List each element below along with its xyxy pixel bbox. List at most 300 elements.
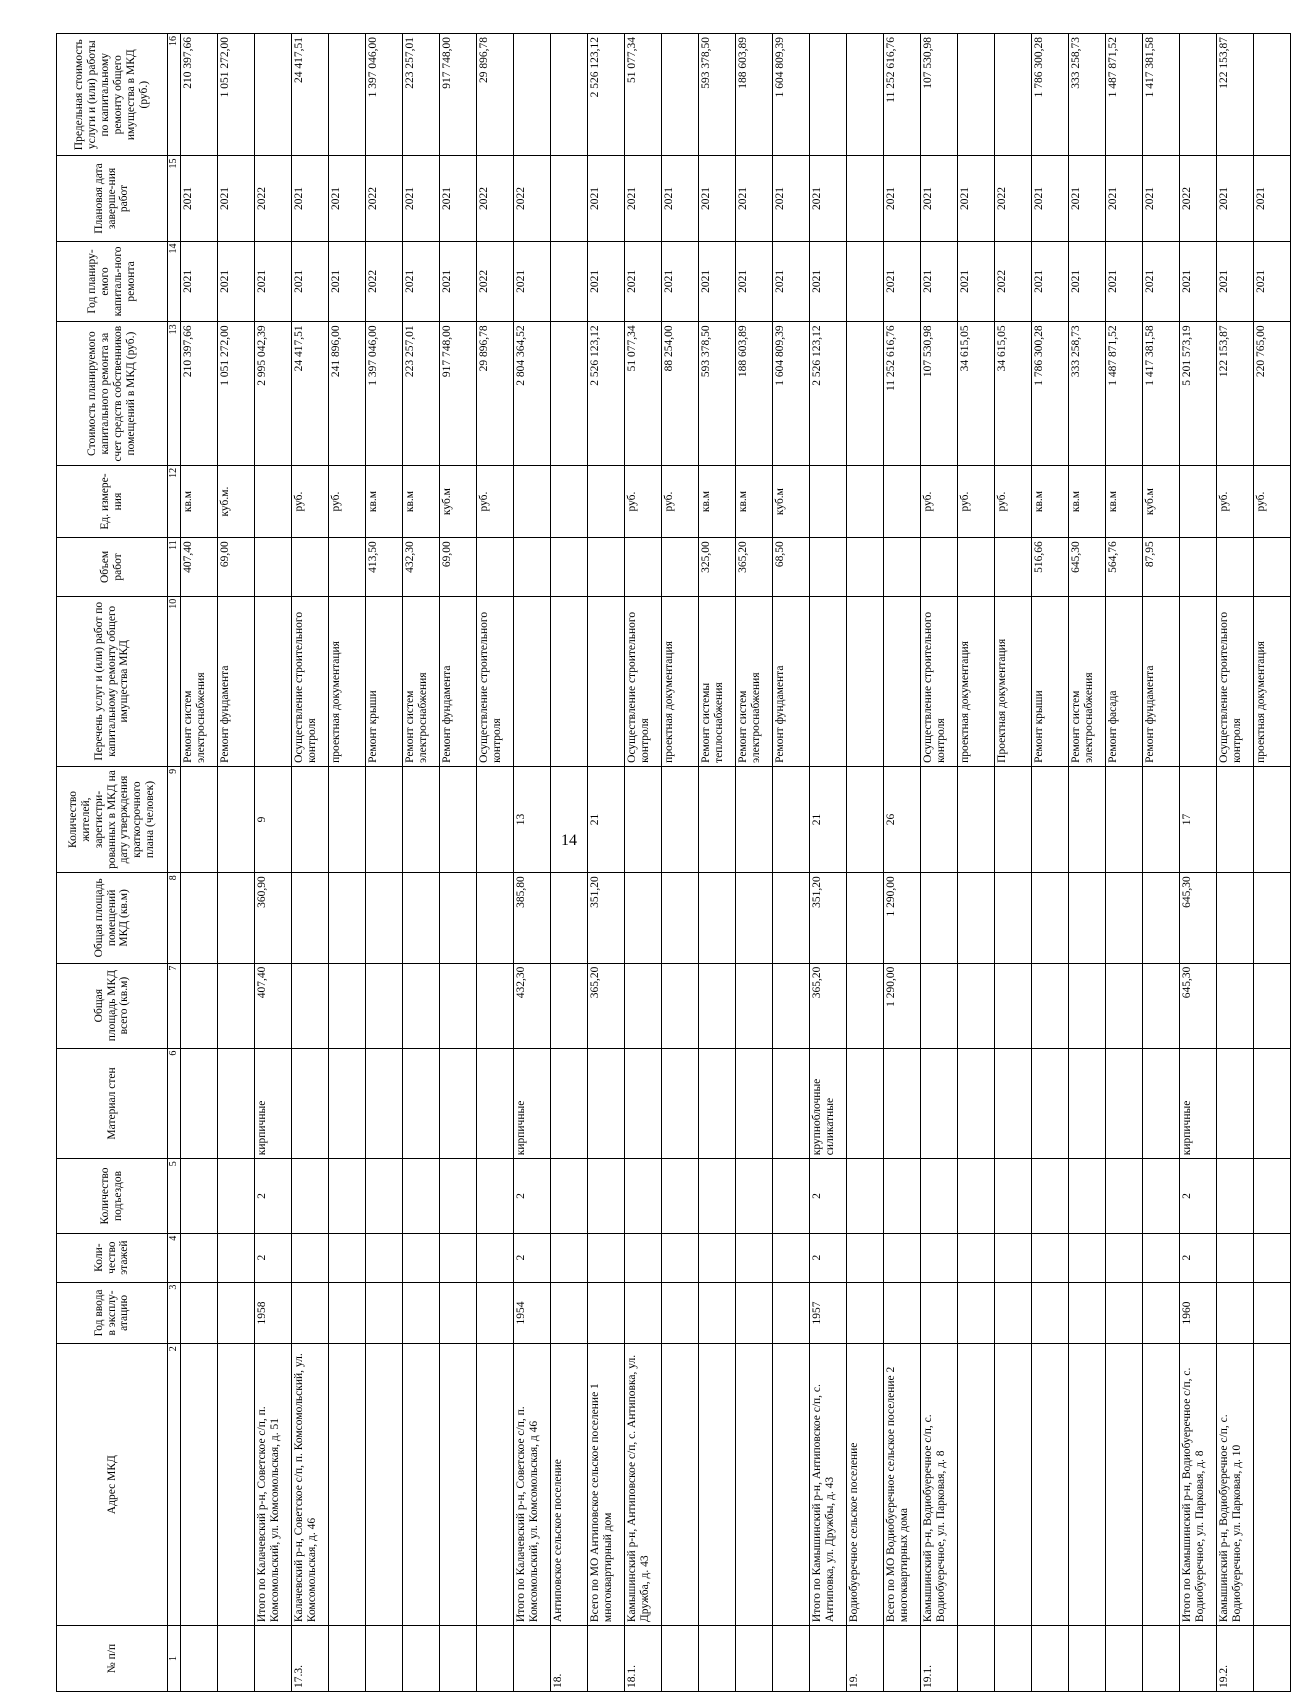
table-cell [921,1048,958,1159]
table-cell: Осуществление строительного контроля [921,596,958,766]
table-cell: 2 [810,1159,847,1233]
table-cell [218,1233,255,1282]
table-cell [995,1048,1032,1159]
table-cell [181,1233,218,1282]
table-cell [810,34,847,156]
column-header: Общая площадь помещений МКД (кв.м) [57,873,168,963]
table-cell: 21 [588,766,625,872]
table-cell [995,963,1032,1048]
table-row [292,34,329,1692]
table-cell: 2022 [255,156,292,241]
table-cell [958,1344,995,1626]
table-cell [477,873,514,963]
table-cell: 2021 [699,241,736,322]
table-cell: 2021 [699,156,736,241]
table-cell: 11 252 616,76 [884,322,921,466]
table-cell [1143,1159,1180,1233]
table-row [1032,34,1069,1692]
table-cell [1106,1159,1143,1233]
table-cell: 1 397 046,00 [366,34,403,156]
table-cell: Ремонт фундамента [1143,596,1180,766]
header-row [57,34,168,1692]
column-header: Стоимость планируемого капитального ремонта за счет средств собственников помещений в МКД (руб.) [57,322,168,466]
table-row [847,34,884,1692]
table-cell [662,873,699,963]
table-cell [218,1159,255,1233]
table-cell [699,1344,736,1626]
table-cell [921,766,958,872]
table-cell [1217,1048,1254,1159]
column-number-row [168,34,181,1692]
table-cell [736,766,773,872]
table-cell [588,596,625,766]
table-cell: 645,30 [1180,873,1217,963]
table-cell: 17 [1180,766,1217,872]
table-cell [884,1282,921,1344]
column-number: 2 [168,1344,181,1626]
table-cell [1217,873,1254,963]
table-cell: 1 604 809,39 [773,34,810,156]
table-cell: 2021 [218,241,255,322]
table-cell: руб. [662,465,699,537]
table-row [1143,34,1180,1692]
table-cell: 325,00 [699,538,736,596]
table-cell: 2 [255,1159,292,1233]
table-cell: 2021 [662,241,699,322]
table-cell: Ремонт систем электроснабжения [181,596,218,766]
table-cell [773,1282,810,1344]
table-cell: 432,30 [514,963,551,1048]
table-cell [329,538,366,596]
table-cell [403,1048,440,1159]
table-cell [181,1282,218,1344]
table-cell: 365,20 [810,963,847,1048]
table-row [329,34,366,1692]
table-cell [1254,1159,1291,1233]
table-cell: 2021 [181,156,218,241]
table-cell [1069,963,1106,1048]
table-cell: кирпичные [1180,1048,1217,1159]
table-cell: 351,20 [588,873,625,963]
column-number: 15 [168,156,181,241]
table-row [1069,34,1106,1692]
table-cell [403,1159,440,1233]
table-cell [551,34,588,156]
table-cell [329,1233,366,1282]
table-cell [736,963,773,1048]
table-cell: 2021 [1180,241,1217,322]
table-cell [1069,1626,1106,1692]
table-cell [884,1233,921,1282]
table-cell: 2021 [403,241,440,322]
table-cell [1032,1626,1069,1692]
table-cell [1032,1282,1069,1344]
table-cell [921,1159,958,1233]
table-cell [921,873,958,963]
table-cell [1254,766,1291,872]
column-number: 8 [168,873,181,963]
table-cell: 2021 [329,241,366,322]
table-cell [1106,873,1143,963]
table-cell: 1 604 809,39 [773,322,810,466]
table-cell: 365,20 [736,538,773,596]
table-cell [1106,1282,1143,1344]
table-cell: 2021 [884,156,921,241]
table-cell [403,873,440,963]
table-cell [736,1159,773,1233]
column-number: 1 [168,1626,181,1692]
table-cell [1106,1344,1143,1626]
table-cell: 188 603,89 [736,34,773,156]
table-cell [366,766,403,872]
table-cell [1032,1344,1069,1626]
table-cell: 2021 [1106,241,1143,322]
table-cell [1143,1344,1180,1626]
table-cell [292,1159,329,1233]
table-cell [440,1159,477,1233]
table-row [1106,34,1143,1692]
table-cell: Осуществление строительного контроля [292,596,329,766]
table-cell [403,1233,440,1282]
column-number: 9 [168,766,181,872]
table-cell: 645,30 [1180,963,1217,1048]
table-cell: 107 530,98 [921,34,958,156]
table-cell [1143,766,1180,872]
table-cell: руб. [292,465,329,537]
table-row [218,34,255,1692]
table-cell [292,1233,329,1282]
table-body [181,34,1291,1692]
table-cell [662,1282,699,1344]
table-cell [1217,1159,1254,1233]
column-number: 10 [168,596,181,766]
table-row [403,34,440,1692]
table-cell [403,1344,440,1626]
table-cell [477,766,514,872]
table-cell [329,873,366,963]
table-cell: 2021 [1032,156,1069,241]
table-cell [292,963,329,1048]
table-cell: 2021 [440,156,477,241]
table-cell: 432,30 [403,538,440,596]
column-number: 7 [168,963,181,1048]
table-cell [921,1282,958,1344]
table-cell: 516,66 [1032,538,1069,596]
table-cell: проектная документация [958,596,995,766]
table-cell [218,1344,255,1626]
table-cell: проектная документация [329,596,366,766]
table-cell [551,322,588,466]
table-cell: 2021 [1143,241,1180,322]
table-cell: 26 [884,766,921,872]
table-cell: 2 995 042,39 [255,322,292,466]
table-cell: 2022 [366,156,403,241]
table-cell [699,1626,736,1692]
table-cell: 2021 [662,156,699,241]
table-cell: 2 [514,1159,551,1233]
table-cell [810,465,847,537]
table-cell: кирпичные [514,1048,551,1159]
table-cell [329,1048,366,1159]
column-header: Материал стен [57,1048,168,1159]
table-cell [551,1233,588,1282]
table-row [477,34,514,1692]
table-cell [1143,873,1180,963]
table-row [181,34,218,1692]
table-cell: 223 257,01 [403,322,440,466]
table-cell [181,1159,218,1233]
table-cell [810,1626,847,1692]
table-cell [477,1159,514,1233]
table-row [1217,34,1254,1692]
table-cell [736,1233,773,1282]
table-cell: 2021 [514,241,551,322]
table-cell [366,873,403,963]
table-cell: 34 615,05 [958,322,995,466]
table-cell: Ремонт систем электроснабжения [403,596,440,766]
table-cell [847,963,884,1048]
table-cell: кв.м [699,465,736,537]
table-cell: 2021 [588,241,625,322]
table-cell [1106,1626,1143,1692]
table-cell: 1957 [810,1282,847,1344]
table-cell: 19.1. [921,1626,958,1692]
table-cell: 19. [847,1626,884,1692]
table-cell [329,1282,366,1344]
table-cell [1032,766,1069,872]
table-cell: Осуществление строительного контроля [477,596,514,766]
table-cell: 593 378,50 [699,322,736,466]
table-cell: Камышинский р-н, Водиобуеречное с/п, с. Водиобуеречное, ул. Парковая, д. 8 [921,1344,958,1626]
table-cell [1180,465,1217,537]
table-cell [847,322,884,466]
column-number: 5 [168,1159,181,1233]
table-cell [921,963,958,1048]
column-header: Год планиру-емого капиталь-ного ремонта [57,241,168,322]
table-cell: 13 [514,766,551,872]
table-cell [1143,1626,1180,1692]
table-cell [847,538,884,596]
table-cell [625,1233,662,1282]
column-header: Общая площадь МКД всего (кв.м) [57,963,168,1048]
table-cell [847,34,884,156]
table-cell: 210 397,66 [181,322,218,466]
table-cell [440,963,477,1048]
table-cell [625,1048,662,1159]
table-cell [625,538,662,596]
table-cell [366,1344,403,1626]
table-cell [958,1626,995,1692]
table-cell: 365,20 [588,963,625,1048]
table-cell: Ремонт фундамента [440,596,477,766]
table-cell: Водиобуеречное сельское поселение [847,1344,884,1626]
table-cell [551,241,588,322]
table-cell [292,766,329,872]
table-cell: Итого по Калачевский р-н, Советское с/п, п. Комсомольский, ул. Комсомольская, д 46 [514,1344,551,1626]
table-cell [773,873,810,963]
table-cell [551,1282,588,1344]
table-cell [403,1282,440,1344]
table-cell [588,1626,625,1692]
table-cell [292,538,329,596]
table-cell [1106,963,1143,1048]
table-cell: 34 615,05 [995,322,1032,466]
column-header: № п/п [57,1626,168,1692]
table-cell [736,873,773,963]
table-cell: руб. [329,465,366,537]
table-cell [403,766,440,872]
table-cell [551,1048,588,1159]
table-cell: 2021 [218,156,255,241]
table-cell [884,538,921,596]
table-cell [366,963,403,1048]
table-cell [440,873,477,963]
table-cell [736,1282,773,1344]
table-cell [995,1344,1032,1626]
table-cell: 17.3. [292,1626,329,1692]
table-row [588,34,625,1692]
table-cell: 87,95 [1143,538,1180,596]
table-cell [921,1233,958,1282]
table-cell [1069,766,1106,872]
table-cell: 88 254,00 [662,322,699,466]
table-cell [699,1048,736,1159]
table-cell: руб. [921,465,958,537]
table-cell [477,1282,514,1344]
table-cell [1254,1282,1291,1344]
table-row [440,34,477,1692]
table-cell: 122 153,87 [1217,34,1254,156]
table-cell: 351,20 [810,873,847,963]
table-cell [551,963,588,1048]
table-cell [1254,1048,1291,1159]
table-cell: кв.м [403,465,440,537]
table-cell: 1954 [514,1282,551,1344]
table-cell [810,538,847,596]
table-cell [958,1282,995,1344]
table-cell: 2021 [440,241,477,322]
table-cell: 2022 [514,156,551,241]
table-cell [1143,963,1180,1048]
table-cell [625,1282,662,1344]
table-cell: 564,76 [1106,538,1143,596]
table-cell: 69,00 [218,538,255,596]
table-cell: Антиповское сельское поселение [551,1344,588,1626]
table-cell [995,1233,1032,1282]
table-cell: 2021 [292,241,329,322]
table-cell [477,1048,514,1159]
table-cell [995,1626,1032,1692]
table-cell: Ремонт системы теплоснабжения [699,596,736,766]
table-cell: 1 786 300,28 [1032,34,1069,156]
table-cell [255,1626,292,1692]
table-cell [995,1159,1032,1233]
table-cell: 2021 [810,156,847,241]
table-cell [551,465,588,537]
table-cell [329,1159,366,1233]
table-cell: 593 378,50 [699,34,736,156]
table-cell [588,538,625,596]
table-cell [551,538,588,596]
table-cell [625,1159,662,1233]
table-cell: 2 804 364,52 [514,322,551,466]
table-cell [1069,873,1106,963]
table-cell: 360,90 [255,873,292,963]
table-cell [514,596,551,766]
table-cell [218,766,255,872]
table-cell: 1 290,00 [884,873,921,963]
table-cell [958,1159,995,1233]
column-number: 12 [168,465,181,537]
table-cell: 2021 [403,156,440,241]
table-row [995,34,1032,1692]
table-cell [773,766,810,872]
table-cell: 18. [551,1626,588,1692]
table-cell [958,1233,995,1282]
table-cell [1180,538,1217,596]
table-cell [292,873,329,963]
table-cell [218,1626,255,1692]
table-cell: 645,30 [1069,538,1106,596]
column-header: Перечень услуг и (или) работ по капитальному ремонту общего имущества МКД [57,596,168,766]
table-cell [514,465,551,537]
table-cell: 385,80 [514,873,551,963]
table-cell [1032,1048,1069,1159]
table-cell [773,1626,810,1692]
table-cell: 1 786 300,28 [1032,322,1069,466]
table-cell: 2021 [773,156,810,241]
table-cell [403,963,440,1048]
table-cell: Ремонт фасада [1106,596,1143,766]
table-cell [1069,1344,1106,1626]
table-cell [847,241,884,322]
table-cell [1032,1159,1069,1233]
table-cell: 917 748,00 [440,322,477,466]
table-cell: Итого по Калачевский р-н, Советское с/п, п. Комсомольский, ул. Комсомольская, д. 51 [255,1344,292,1626]
capital-repair-table [56,33,1291,1692]
table-cell: 2021 [255,241,292,322]
table-cell: 21 [810,766,847,872]
table-cell [662,1048,699,1159]
table-cell: 2022 [366,241,403,322]
table-cell: 2021 [181,241,218,322]
table-cell [958,538,995,596]
table-cell: кв.м [1069,465,1106,537]
table-cell: 11 252 616,76 [884,34,921,156]
table-cell [551,1159,588,1233]
table-cell [366,1282,403,1344]
table-cell [1069,1282,1106,1344]
table-cell [662,766,699,872]
table-cell: 24 417,51 [292,34,329,156]
column-header: Год ввода в эксплу-атацию [57,1282,168,1344]
table-cell: 1 290,00 [884,963,921,1048]
table-cell [1217,1282,1254,1344]
table-cell [847,156,884,241]
table-cell [1069,1159,1106,1233]
table-cell [625,766,662,872]
table-cell: 69,00 [440,538,477,596]
table-cell: 1 051 272,00 [218,34,255,156]
table-cell [773,1048,810,1159]
table-cell [477,1626,514,1692]
table-cell: 241 896,00 [329,322,366,466]
table-row [884,34,921,1692]
table-cell [366,1626,403,1692]
table-cell: 2021 [588,156,625,241]
table-cell [773,1159,810,1233]
table-cell: 2022 [995,241,1032,322]
